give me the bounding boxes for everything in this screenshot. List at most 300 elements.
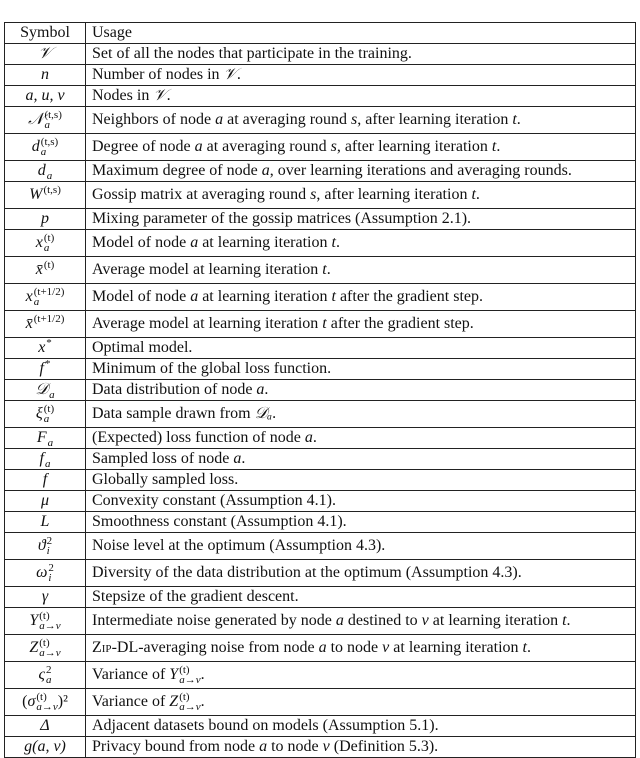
usage-text: Privacy bound from node bbox=[92, 738, 260, 755]
symbol-superscript: (t+1/2) bbox=[33, 313, 65, 325]
symbol-superscript: * bbox=[46, 337, 52, 349]
usage-text: Adjacent datasets bound on models (Assumption 5.1). bbox=[92, 717, 439, 734]
table-row bbox=[5, 380, 636, 401]
symbol-cell bbox=[5, 65, 86, 86]
table-row bbox=[5, 209, 636, 230]
symbol-base: d bbox=[31, 138, 40, 155]
usage-math: 𝒱 bbox=[153, 87, 167, 104]
symbol-scripts bbox=[44, 404, 54, 424]
math-symbol bbox=[24, 738, 66, 756]
symbol-scripts bbox=[179, 692, 200, 712]
usage-text: . bbox=[475, 186, 480, 203]
symbol-subscript: i bbox=[46, 545, 50, 557]
usage-text: Data sample drawn from bbox=[92, 405, 255, 422]
symbol-scripts bbox=[45, 359, 51, 379]
math-symbol bbox=[40, 359, 51, 379]
symbol-base: ξ bbox=[35, 405, 43, 422]
symbol-cell bbox=[5, 449, 86, 470]
symbol-base: ω bbox=[36, 564, 48, 581]
table-row bbox=[5, 65, 636, 86]
usage-text: Degree of node bbox=[92, 138, 195, 155]
usage-text: . bbox=[264, 381, 269, 398]
math-symbol bbox=[32, 137, 58, 157]
table-row bbox=[5, 359, 636, 380]
math-symbol bbox=[40, 717, 49, 735]
usage-text: . bbox=[326, 261, 331, 278]
usage-math: t bbox=[471, 186, 476, 203]
symbol-scripts bbox=[46, 665, 52, 685]
table-body bbox=[5, 44, 636, 758]
usage-math: t bbox=[322, 315, 327, 332]
usage-math: t bbox=[562, 612, 567, 629]
usage-text-rest: -DL-averaging noise from node bbox=[111, 639, 319, 656]
symbol-scripts bbox=[34, 287, 65, 307]
symbol-superscript: (t) bbox=[179, 664, 190, 676]
usage-text: . bbox=[566, 612, 571, 629]
usage-cell bbox=[86, 689, 636, 716]
symbol-subscript: a→v bbox=[39, 620, 61, 632]
symbol-base: 𝒟 bbox=[35, 381, 49, 398]
usage-text: , after learning iteration bbox=[336, 138, 492, 155]
usage-text: Model of node bbox=[92, 288, 191, 305]
math-symbol bbox=[40, 449, 51, 469]
usage-text: . bbox=[241, 450, 246, 467]
symbol-suffix: )² bbox=[57, 693, 68, 710]
table-row bbox=[5, 635, 636, 662]
usage-text: Stepsize of the gradient descent. bbox=[92, 588, 299, 605]
symbol-cell bbox=[5, 635, 86, 662]
usage-math: t bbox=[322, 261, 327, 278]
usage-math: a bbox=[190, 288, 199, 305]
symbol-base: x̄ bbox=[25, 315, 33, 332]
symbol-base: Z bbox=[169, 693, 179, 710]
symbol-prefix: ( bbox=[22, 693, 28, 710]
usage-math: v bbox=[421, 612, 429, 629]
symbol-subscript: a bbox=[46, 170, 53, 182]
symbol-subscript: a bbox=[49, 389, 55, 401]
symbol-base: Δ bbox=[40, 717, 50, 734]
symbol-superscript: 2 bbox=[46, 535, 53, 547]
symbol-base: f bbox=[39, 450, 44, 467]
usage-cell bbox=[86, 107, 636, 134]
usage-math: t bbox=[522, 639, 527, 656]
usage-text: to node bbox=[326, 639, 383, 656]
math-symbol bbox=[38, 536, 52, 556]
symbol-base: g(a, v) bbox=[24, 738, 66, 755]
symbol-subscript: i bbox=[48, 572, 52, 584]
usage-text: (Definition 5.3). bbox=[329, 738, 439, 755]
math-symbol bbox=[25, 87, 64, 105]
symbol-cell bbox=[5, 470, 86, 491]
table-row bbox=[5, 107, 636, 134]
header-usage: Usage bbox=[86, 23, 636, 44]
symbol-superscript: 2 bbox=[46, 664, 52, 676]
table-row bbox=[5, 512, 636, 533]
usage-cell bbox=[86, 65, 636, 86]
usage-math: a bbox=[335, 612, 344, 629]
usage-text: Data distribution of node bbox=[92, 381, 257, 398]
usage-text: . bbox=[516, 111, 521, 128]
symbol-scripts bbox=[39, 638, 60, 658]
symbol-subscript: a bbox=[43, 242, 50, 254]
usage-cell bbox=[86, 512, 636, 533]
symbol-scripts bbox=[47, 536, 53, 556]
symbol-cell bbox=[5, 587, 86, 608]
usage-cell bbox=[86, 401, 636, 428]
usage-text: Variance of bbox=[92, 666, 170, 683]
usage-text: . bbox=[166, 87, 171, 104]
usage-text: , over learning iterations and averaging rounds. bbox=[269, 162, 572, 179]
usage-text: to node bbox=[267, 738, 323, 755]
symbol-superscript: 2 bbox=[48, 562, 54, 574]
table-row bbox=[5, 737, 636, 758]
usage-cell bbox=[86, 257, 636, 284]
symbol-base: Y bbox=[29, 612, 39, 629]
usage-cell bbox=[86, 134, 636, 161]
math-symbol bbox=[36, 233, 55, 253]
math-symbol bbox=[22, 692, 68, 712]
usage-cell bbox=[86, 182, 636, 209]
symbol-cell bbox=[5, 401, 86, 428]
symbol-subscript: a bbox=[47, 437, 54, 449]
header-symbol: Symbol bbox=[5, 23, 86, 44]
symbol-subscript: a bbox=[33, 296, 40, 308]
table-row bbox=[5, 689, 636, 716]
table-row bbox=[5, 311, 636, 338]
usage-text: Minimum of the global loss function. bbox=[92, 360, 332, 377]
math-symbol bbox=[36, 563, 54, 583]
usage-text: . bbox=[200, 666, 205, 683]
symbol-superscript: (t,s) bbox=[44, 109, 62, 121]
math-symbol bbox=[35, 380, 54, 400]
symbol-subscript: a→v bbox=[36, 701, 58, 713]
symbol-superscript: (t) bbox=[43, 403, 55, 415]
symbol-base: f bbox=[39, 360, 44, 377]
symbol-base: n bbox=[41, 66, 49, 83]
usage-text: . bbox=[312, 429, 317, 446]
notation-table bbox=[4, 22, 636, 758]
table-row bbox=[5, 587, 636, 608]
symbol-cell bbox=[5, 161, 86, 182]
usage-cell bbox=[86, 470, 636, 491]
math-symbol bbox=[38, 45, 51, 63]
usage-math: a bbox=[233, 450, 242, 467]
math-symbol bbox=[42, 588, 48, 606]
symbol-subscript: a→v bbox=[179, 674, 201, 686]
symbol-cell bbox=[5, 716, 86, 737]
usage-cell bbox=[86, 161, 636, 182]
math-symbol bbox=[41, 492, 49, 510]
symbol-superscript: (t,s) bbox=[43, 184, 61, 196]
symbol-cell bbox=[5, 428, 86, 449]
table-row bbox=[5, 284, 636, 311]
usage-math: t bbox=[331, 288, 336, 305]
symbol-superscript: * bbox=[44, 358, 51, 370]
usage-math: a bbox=[215, 111, 224, 128]
symbol-subscript bbox=[44, 270, 54, 280]
usage-text: after the gradient step. bbox=[326, 315, 474, 332]
symbol-scripts bbox=[41, 137, 58, 157]
symbol-base: x bbox=[35, 234, 43, 251]
symbol-base: L bbox=[40, 513, 50, 530]
symbol-cell bbox=[5, 209, 86, 230]
usage-text: Maximum degree of node bbox=[92, 162, 262, 179]
symbol-scripts bbox=[44, 233, 54, 253]
symbol-cell bbox=[5, 107, 86, 134]
table-row bbox=[5, 86, 636, 107]
symbol-subscript: a→v bbox=[39, 647, 61, 659]
usage-math: v bbox=[382, 639, 390, 656]
symbol-superscript: (t+1/2) bbox=[33, 286, 65, 298]
usage-math: a bbox=[190, 234, 199, 251]
usage-text: Average model at learning iteration bbox=[92, 261, 323, 278]
math-symbol bbox=[29, 185, 61, 205]
usage-text: , after learning iteration bbox=[357, 111, 513, 128]
symbol-base: 𝒱 bbox=[38, 45, 52, 62]
symbol-base: x bbox=[38, 339, 46, 356]
usage-text: destined to bbox=[343, 612, 422, 629]
symbol-base: p bbox=[41, 210, 49, 227]
usage-text: . bbox=[236, 66, 241, 83]
usage-text: Globally sampled loss. bbox=[92, 471, 239, 488]
math-symbol bbox=[169, 692, 200, 712]
symbol-base: ϑ bbox=[37, 537, 46, 554]
usage-text: at learning iteration bbox=[198, 234, 332, 251]
usage-cell bbox=[86, 380, 636, 401]
math-symbol bbox=[26, 287, 65, 307]
symbol-cell bbox=[5, 689, 86, 716]
usage-text: at learning iteration bbox=[389, 639, 523, 656]
usage-text: Nodes in bbox=[92, 87, 154, 104]
usage-math: a bbox=[194, 138, 203, 155]
symbol-base: 𝒩 bbox=[28, 111, 44, 128]
symbol-scripts bbox=[48, 428, 54, 448]
usage-math: v bbox=[322, 738, 330, 755]
symbol-cell bbox=[5, 44, 86, 65]
usage-text: at averaging round bbox=[223, 111, 352, 128]
table-row bbox=[5, 338, 636, 359]
table-row bbox=[5, 401, 636, 428]
usage-text: at averaging round bbox=[202, 138, 331, 155]
usage-text: after the gradient step. bbox=[335, 288, 483, 305]
table-row bbox=[5, 182, 636, 209]
usage-text: . bbox=[272, 405, 277, 422]
symbol-subscript bbox=[46, 348, 52, 358]
symbol-superscript: (t) bbox=[179, 691, 190, 703]
symbol-cell bbox=[5, 338, 86, 359]
symbol-base: ς bbox=[38, 666, 45, 683]
symbol-base: x bbox=[25, 288, 33, 305]
table-row bbox=[5, 533, 636, 560]
symbol-base: F bbox=[36, 429, 47, 446]
usage-text: . bbox=[335, 234, 340, 251]
usage-text: Diversity of the data distribution at the optimum (Assumption 4.3). bbox=[92, 564, 522, 581]
math-symbol bbox=[26, 314, 65, 334]
symbol-scripts bbox=[45, 449, 51, 469]
symbol-subscript: a bbox=[44, 458, 51, 470]
math-symbol bbox=[41, 513, 50, 531]
symbol-base: Y bbox=[169, 666, 179, 683]
math-symbol bbox=[38, 161, 53, 181]
symbol-cell bbox=[5, 86, 86, 107]
symbol-superscript: (t) bbox=[39, 610, 50, 622]
usage-math: 𝒟ₐ bbox=[254, 405, 273, 422]
usage-text: Optimal model. bbox=[92, 339, 193, 356]
usage-text: Mixing parameter of the gossip matrices (Assumption 2.1). bbox=[92, 210, 472, 227]
usage-text: . bbox=[527, 639, 531, 656]
symbol-base: a, u, v bbox=[25, 87, 65, 104]
usage-math: a bbox=[256, 381, 265, 398]
table-row bbox=[5, 161, 636, 182]
table-row bbox=[5, 491, 636, 512]
usage-cell bbox=[86, 449, 636, 470]
symbol-scripts bbox=[39, 611, 60, 631]
symbol-superscript: (t) bbox=[43, 259, 55, 271]
usage-cell bbox=[86, 284, 636, 311]
usage-cell bbox=[86, 662, 636, 689]
symbol-subscript bbox=[43, 195, 60, 205]
symbol-cell bbox=[5, 533, 86, 560]
usage-math: s bbox=[310, 186, 317, 203]
math-symbol bbox=[43, 471, 47, 489]
table-row bbox=[5, 230, 636, 257]
usage-text: Smoothness constant (Assumption 4.1). bbox=[92, 513, 347, 530]
symbol-cell bbox=[5, 284, 86, 311]
math-symbol bbox=[169, 665, 200, 685]
usage-text: Convexity constant (Assumption 4.1). bbox=[92, 492, 336, 509]
math-symbol bbox=[36, 260, 55, 280]
symbol-base: γ bbox=[41, 588, 49, 605]
usage-cell bbox=[86, 587, 636, 608]
usage-text: Sampled loss of node bbox=[92, 450, 234, 467]
symbol-subscript: a bbox=[40, 146, 47, 158]
usage-math: s bbox=[330, 138, 337, 155]
usage-text: (Expected) loss function of node bbox=[92, 429, 305, 446]
usage-math: a bbox=[261, 162, 270, 179]
symbol-subscript: a bbox=[46, 674, 52, 686]
symbol-superscript: (t) bbox=[36, 691, 47, 703]
symbol-cell bbox=[5, 662, 86, 689]
zip-smallcaps: Zip bbox=[92, 639, 112, 656]
symbol-superscript: (t,s) bbox=[40, 136, 59, 148]
symbol-cell bbox=[5, 737, 86, 758]
symbol-subscript: a→v bbox=[179, 701, 201, 713]
usage-cell bbox=[86, 338, 636, 359]
usage-math: a bbox=[304, 429, 313, 446]
symbol-superscript: (t) bbox=[39, 637, 50, 649]
table-row bbox=[5, 428, 636, 449]
table-row bbox=[5, 716, 636, 737]
usage-cell bbox=[86, 533, 636, 560]
symbol-base: d bbox=[37, 162, 46, 179]
symbol-base: W bbox=[29, 186, 43, 203]
usage-math: t bbox=[331, 234, 336, 251]
usage-math: 𝒱 bbox=[223, 66, 237, 83]
usage-cell bbox=[86, 86, 636, 107]
table-row bbox=[5, 470, 636, 491]
usage-text: Average model at learning iteration bbox=[92, 315, 323, 332]
usage-cell bbox=[86, 491, 636, 512]
usage-math: a bbox=[259, 738, 268, 755]
math-symbol bbox=[36, 404, 54, 424]
symbol-scripts bbox=[43, 185, 60, 205]
usage-text: Noise level at the optimum (Assumption 4.3). bbox=[92, 537, 386, 554]
symbol-cell bbox=[5, 359, 86, 380]
usage-cell bbox=[86, 560, 636, 587]
math-symbol bbox=[29, 611, 60, 631]
symbol-cell bbox=[5, 608, 86, 635]
usage-cell bbox=[86, 608, 636, 635]
usage-cell bbox=[86, 359, 636, 380]
symbol-scripts bbox=[36, 692, 57, 712]
symbol-base: σ bbox=[27, 693, 36, 710]
usage-cell bbox=[86, 716, 636, 737]
symbol-cell bbox=[5, 380, 86, 401]
usage-cell bbox=[86, 635, 636, 662]
math-symbol bbox=[41, 66, 49, 84]
symbol-subscript bbox=[45, 369, 51, 379]
math-symbol bbox=[39, 665, 52, 685]
usage-cell bbox=[86, 428, 636, 449]
symbol-cell bbox=[5, 512, 86, 533]
usage-text: , after learning iteration bbox=[316, 186, 472, 203]
usage-math: a bbox=[318, 639, 327, 656]
symbol-subscript: a bbox=[43, 413, 50, 425]
symbol-cell bbox=[5, 182, 86, 209]
symbol-cell bbox=[5, 311, 86, 338]
usage-cell bbox=[86, 311, 636, 338]
table-row bbox=[5, 662, 636, 689]
table-row bbox=[5, 44, 636, 65]
usage-text: at learning iteration bbox=[198, 288, 332, 305]
symbol-scripts bbox=[44, 260, 54, 280]
usage-cell bbox=[86, 230, 636, 257]
table-row bbox=[5, 257, 636, 284]
symbol-cell bbox=[5, 491, 86, 512]
usage-text: Model of node bbox=[92, 234, 191, 251]
table-row bbox=[5, 134, 636, 161]
symbol-base: f bbox=[42, 471, 48, 488]
symbol-cell bbox=[5, 230, 86, 257]
symbol-base: x̄ bbox=[35, 261, 43, 278]
usage-text: . bbox=[496, 138, 501, 155]
usage-math: s bbox=[351, 111, 358, 128]
symbol-subscript: a bbox=[44, 119, 50, 131]
usage-text bbox=[92, 639, 319, 656]
math-symbol bbox=[29, 638, 60, 658]
usage-cell bbox=[86, 209, 636, 230]
usage-text: Number of nodes in bbox=[92, 66, 224, 83]
symbol-scripts bbox=[44, 110, 61, 130]
math-symbol bbox=[37, 428, 53, 448]
math-symbol bbox=[41, 210, 49, 228]
table-row bbox=[5, 560, 636, 587]
table-row bbox=[5, 449, 636, 470]
usage-text: Gossip matrix at averaging round bbox=[92, 186, 311, 203]
usage-text: Neighbors of node bbox=[92, 111, 216, 128]
symbol-scripts bbox=[34, 314, 65, 334]
table-row bbox=[5, 608, 636, 635]
symbol-scripts bbox=[48, 563, 54, 583]
usage-text: Variance of bbox=[92, 693, 170, 710]
usage-text: . bbox=[200, 693, 205, 710]
usage-cell bbox=[86, 44, 636, 65]
usage-text: at learning iteration bbox=[428, 612, 563, 629]
symbol-scripts bbox=[46, 338, 52, 358]
usage-math: t bbox=[491, 138, 497, 155]
symbol-cell bbox=[5, 134, 86, 161]
symbol-cell bbox=[5, 257, 86, 284]
